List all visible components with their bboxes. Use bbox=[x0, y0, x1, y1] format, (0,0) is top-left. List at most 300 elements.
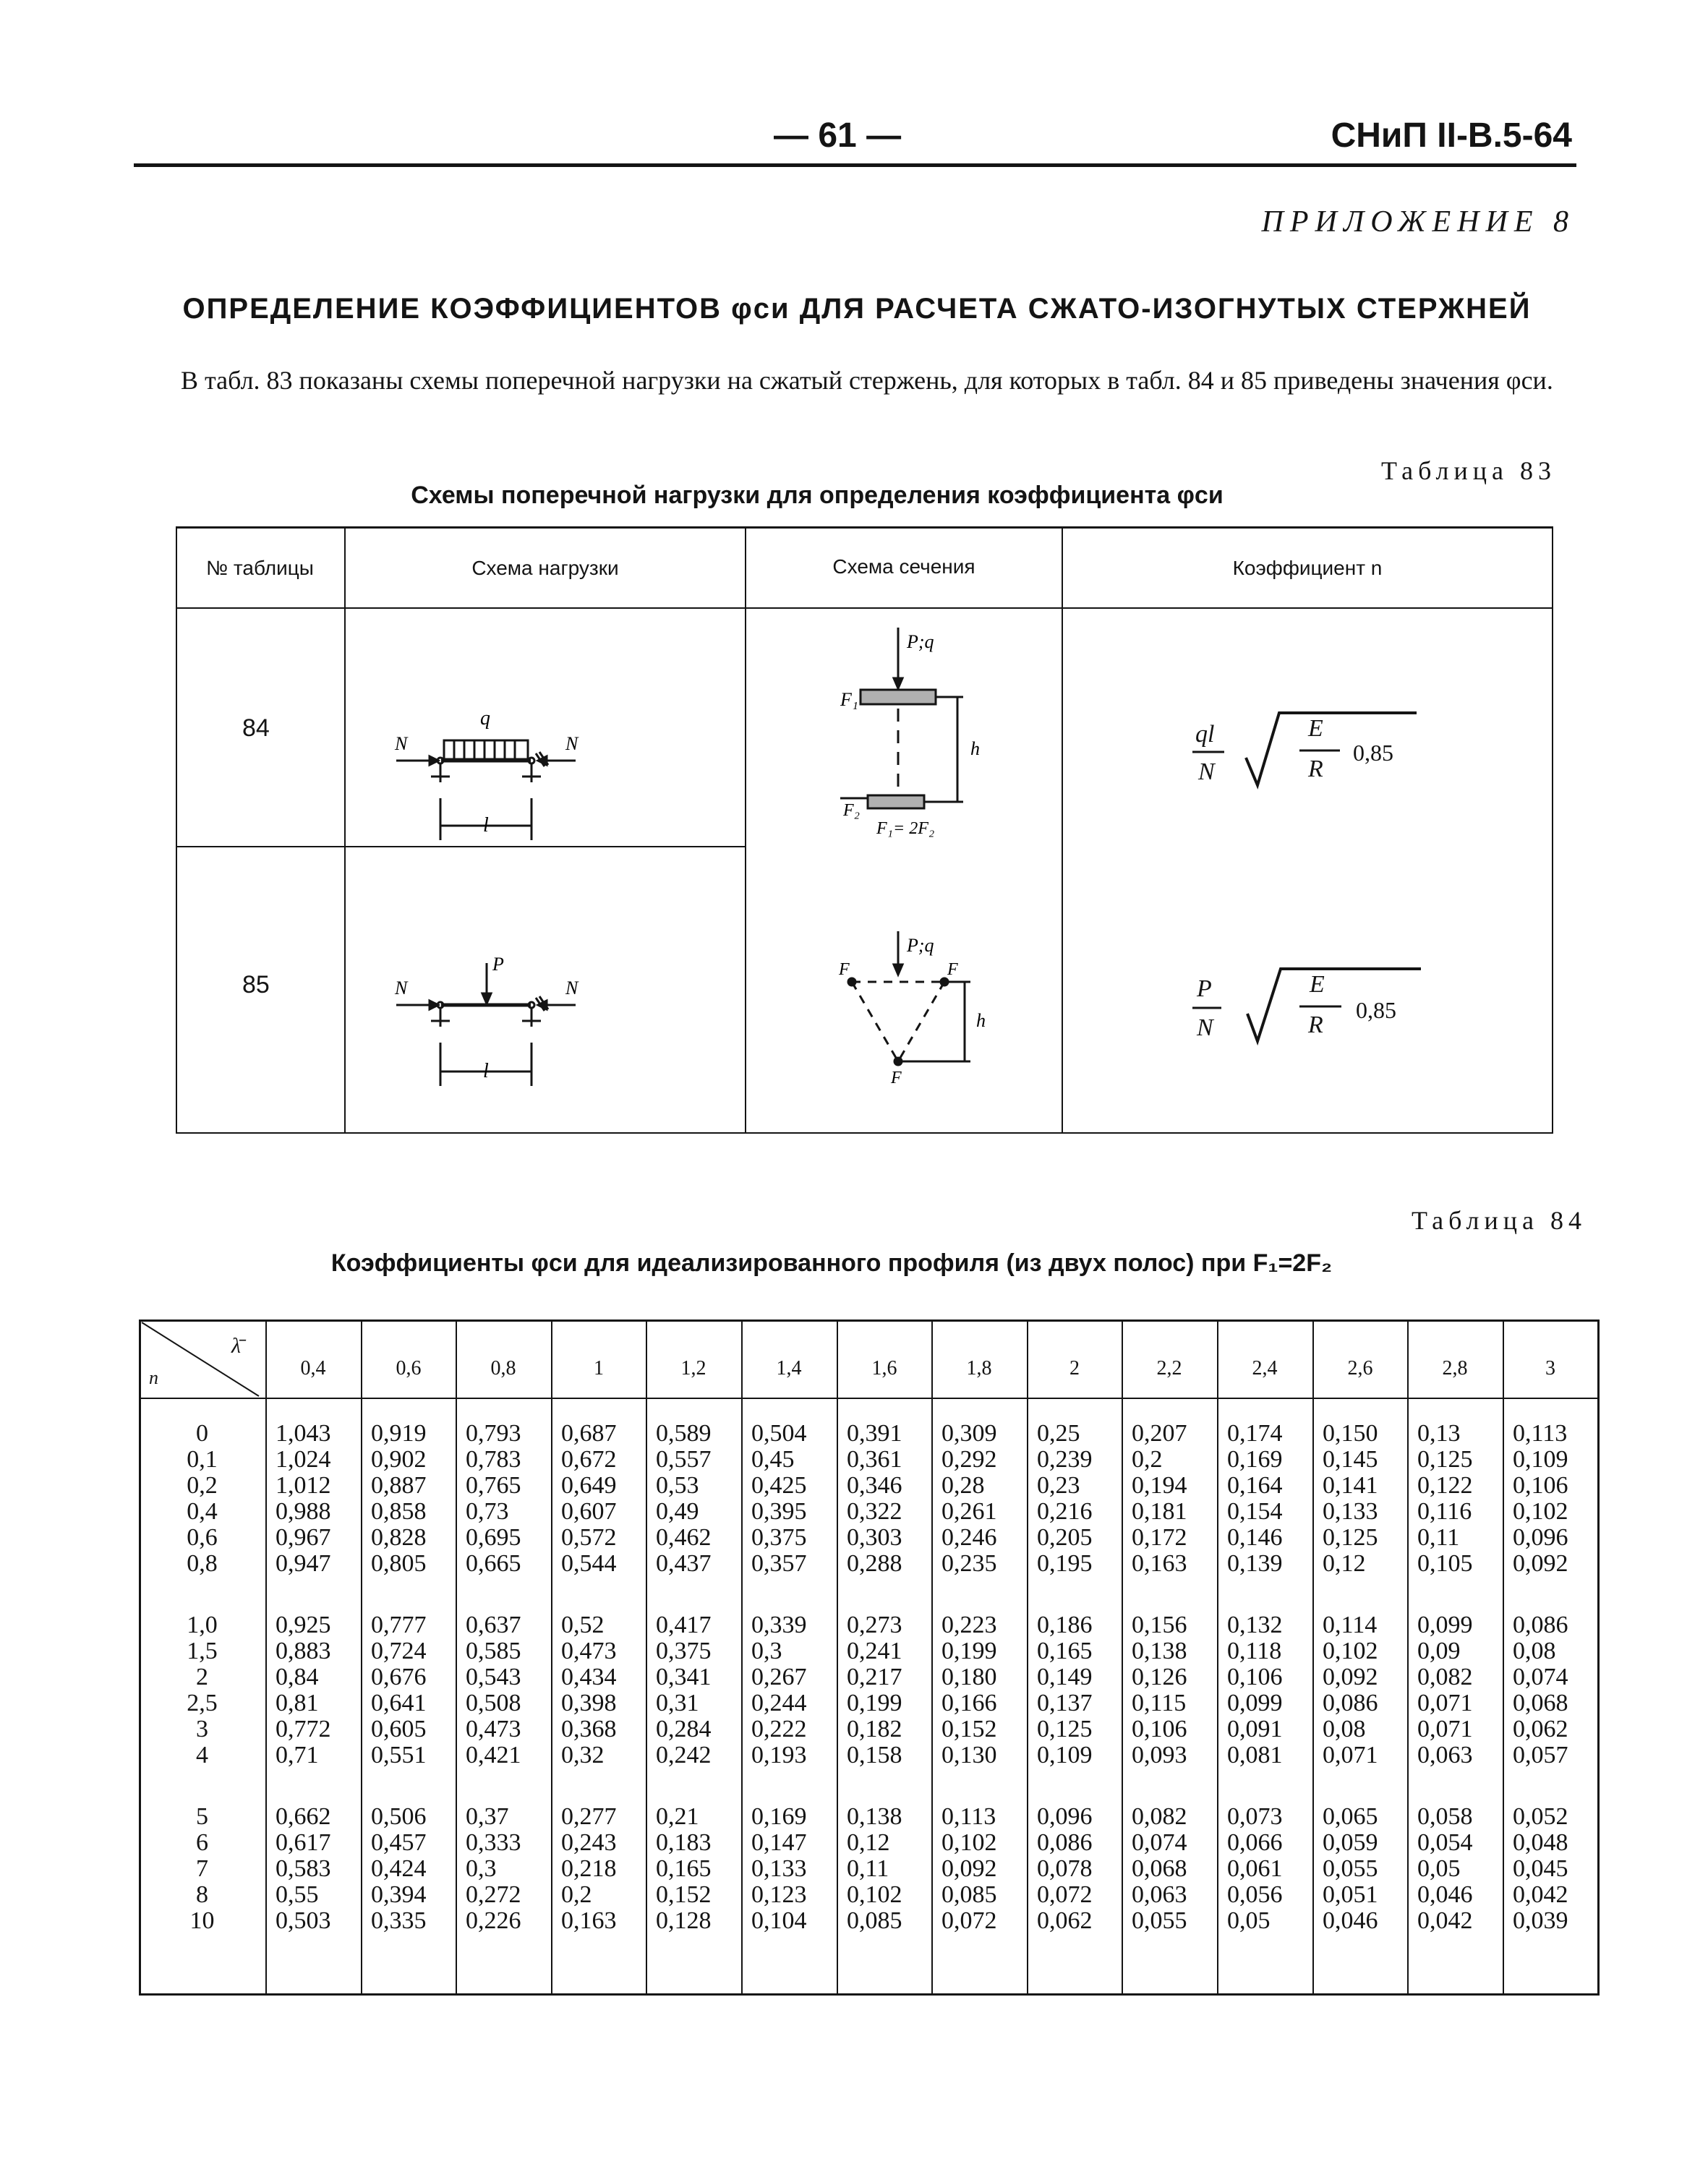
table-84-cell: 0,118 bbox=[1227, 1638, 1282, 1664]
table-84-cell: 0,583 bbox=[276, 1855, 331, 1882]
table-84-cell: 0,805 bbox=[371, 1550, 427, 1577]
table-84-cell: 0,457 bbox=[371, 1829, 427, 1856]
table-84-cell: 0,473 bbox=[561, 1638, 617, 1664]
table-84-cell: 0,05 bbox=[1417, 1855, 1461, 1882]
table-84-cell: 0,49 bbox=[656, 1498, 699, 1525]
table-84-corner-lambda: λ̄ bbox=[231, 1334, 241, 1358]
table-84-cell: 0,462 bbox=[656, 1524, 712, 1551]
table-83-bottom-rule bbox=[176, 1132, 1553, 1134]
table-84-cell: 0,158 bbox=[847, 1742, 902, 1768]
table-84-cell: 0,138 bbox=[847, 1803, 902, 1830]
table-84-cell: 0,504 bbox=[751, 1420, 807, 1447]
formula-85-numerator: P bbox=[1197, 975, 1212, 1002]
section-scheme-85-diagram bbox=[746, 931, 1062, 1126]
table-84-cell: 0,216 bbox=[1037, 1498, 1093, 1525]
table-84-cell: 0,057 bbox=[1513, 1742, 1568, 1768]
section-scheme-84-diagram bbox=[746, 628, 1062, 844]
table-84-row-label: 3 bbox=[196, 1716, 208, 1742]
table-84-cell: 0,988 bbox=[276, 1498, 331, 1525]
table-84-cell: 0,128 bbox=[656, 1907, 712, 1934]
table-84-cell: 0,126 bbox=[1132, 1664, 1187, 1690]
table-84-col-header: 2 bbox=[1069, 1357, 1080, 1380]
label-h: h bbox=[976, 1010, 986, 1031]
table-84-cell: 0,12 bbox=[1323, 1550, 1366, 1577]
table-84-cell: 0,793 bbox=[466, 1420, 521, 1447]
table-84-cell: 0,333 bbox=[466, 1829, 521, 1856]
table-84-cell: 0,223 bbox=[941, 1612, 997, 1638]
table-84-col-header: 3 bbox=[1545, 1357, 1555, 1380]
table-84-cell: 0,163 bbox=[1132, 1550, 1187, 1577]
table-84-cell: 0,096 bbox=[1513, 1524, 1568, 1551]
table-84-cell: 0,589 bbox=[656, 1420, 712, 1447]
formula-85 bbox=[1188, 960, 1492, 1054]
table-84-col-header: 2,6 bbox=[1347, 1357, 1373, 1380]
table-84-cell: 0,218 bbox=[561, 1855, 617, 1882]
table-84-cell: 0,887 bbox=[371, 1472, 427, 1499]
table-84-cell: 0,106 bbox=[1132, 1716, 1187, 1742]
table-84-row-label: 0,4 bbox=[187, 1498, 218, 1525]
label-F2: F₂ bbox=[843, 801, 861, 820]
table-83-header-section: Схема сечения bbox=[832, 555, 975, 578]
table-83-left-rule bbox=[176, 526, 177, 1134]
table-84-cell: 0,074 bbox=[1132, 1829, 1187, 1856]
table-84-col-header: 1,8 bbox=[966, 1357, 992, 1380]
intro-paragraph: В табл. 83 показаны схемы поперечной нагрузки на сжатый стержень, для которых в табл. 84 и 85 приведены значения φси. bbox=[181, 366, 1553, 395]
table-84-col-rule bbox=[361, 1320, 362, 1996]
table-84-cell: 0,434 bbox=[561, 1664, 617, 1690]
table-84-cell: 0,335 bbox=[371, 1907, 427, 1934]
table-84-cell: 0,146 bbox=[1227, 1524, 1283, 1551]
table-84-cell: 0,05 bbox=[1227, 1907, 1271, 1934]
table-84-cell: 0,056 bbox=[1227, 1881, 1283, 1908]
formula-84-factor: 0,85 bbox=[1353, 740, 1393, 766]
table-84-col-header: 2,8 bbox=[1442, 1357, 1468, 1380]
table-84-cell: 0,093 bbox=[1132, 1742, 1187, 1768]
table-84-cell: 0,071 bbox=[1417, 1690, 1473, 1716]
table-84-cell: 0,662 bbox=[276, 1803, 331, 1830]
table-84-col-rule bbox=[1312, 1320, 1314, 1996]
table-84-cell: 0,2 bbox=[1132, 1446, 1163, 1473]
table-84-cell: 0,52 bbox=[561, 1612, 605, 1638]
table-84-cell: 0,149 bbox=[1037, 1664, 1093, 1690]
table-84-col-rule bbox=[1217, 1320, 1218, 1996]
table-84-cell: 0,617 bbox=[276, 1829, 331, 1856]
table-84-cell: 0,085 bbox=[941, 1881, 997, 1908]
table-84-cell: 0,113 bbox=[1513, 1420, 1568, 1447]
table-84-cell: 0,641 bbox=[371, 1690, 427, 1716]
table-84-cell: 0,292 bbox=[941, 1446, 997, 1473]
formula-85-root-denominator: R bbox=[1308, 1011, 1323, 1038]
table-84-cell: 0,81 bbox=[276, 1690, 319, 1716]
table-84-cell: 0,082 bbox=[1132, 1803, 1187, 1830]
table-84-row-label: 0 bbox=[196, 1420, 208, 1447]
table-84-cell: 0,068 bbox=[1132, 1855, 1187, 1882]
table-84-cell: 0,243 bbox=[561, 1829, 617, 1856]
table-84-cell: 0,424 bbox=[371, 1855, 427, 1882]
table-83-row-85-number: 85 bbox=[242, 971, 270, 998]
table-84-cell: 0,605 bbox=[371, 1716, 427, 1742]
table-84-row-label: 1,5 bbox=[187, 1638, 218, 1664]
table-84-caption: Коэффициенты φси для идеализированного профиля (из двух полос) при F₁=2F₂ bbox=[330, 1249, 1333, 1277]
table-84-cell: 0,346 bbox=[847, 1472, 902, 1499]
table-84-cell: 0,102 bbox=[847, 1881, 902, 1908]
table-84-cell: 0,169 bbox=[751, 1803, 807, 1830]
table-84-cell: 0,503 bbox=[276, 1907, 331, 1934]
table-84-cell: 0,557 bbox=[656, 1446, 712, 1473]
table-84-cell: 0,174 bbox=[1227, 1420, 1283, 1447]
table-84-cell: 0,166 bbox=[941, 1690, 997, 1716]
table-84-cell: 0,139 bbox=[1227, 1550, 1283, 1577]
table-84-cell: 0,062 bbox=[1513, 1716, 1568, 1742]
table-83-header-number: № таблицы bbox=[206, 557, 314, 579]
table-84-cell: 0,544 bbox=[561, 1550, 617, 1577]
table-84-cell: 0,244 bbox=[751, 1690, 807, 1716]
table-84-cell: 0,046 bbox=[1323, 1907, 1378, 1934]
table-84-cell: 0,288 bbox=[847, 1550, 902, 1577]
table-84-cell: 0,116 bbox=[1417, 1498, 1472, 1525]
table-84-cell: 0,071 bbox=[1417, 1716, 1473, 1742]
table-84-cell: 0,051 bbox=[1323, 1881, 1378, 1908]
table-84-row-label: 0,6 bbox=[187, 1524, 218, 1551]
table-84-cell: 1,012 bbox=[276, 1472, 331, 1499]
table-84-cell: 0,207 bbox=[1132, 1420, 1187, 1447]
table-84-cell: 0,368 bbox=[561, 1716, 617, 1742]
table-84-cell: 0,267 bbox=[751, 1664, 807, 1690]
table-84-cell: 0,71 bbox=[276, 1742, 319, 1768]
table-84-cell: 0,132 bbox=[1227, 1612, 1283, 1638]
table-84-cell: 0,154 bbox=[1227, 1498, 1283, 1525]
table-84-bottom-rule bbox=[139, 1993, 1600, 1996]
table-84-cell: 0,055 bbox=[1132, 1907, 1187, 1934]
table-84-cell: 0,058 bbox=[1417, 1803, 1473, 1830]
formula-84-root-denominator: R bbox=[1308, 756, 1323, 782]
table-84-cell: 0,042 bbox=[1513, 1881, 1568, 1908]
table-84-cell: 0,045 bbox=[1513, 1855, 1568, 1882]
table-84-row-label: 1,0 bbox=[187, 1612, 218, 1638]
table-84-cell: 0,092 bbox=[941, 1855, 997, 1882]
table-84-cell: 0,84 bbox=[276, 1664, 319, 1690]
table-84-cell: 1,043 bbox=[276, 1420, 331, 1447]
table-84-cell: 0,156 bbox=[1132, 1612, 1187, 1638]
table-84-cell: 0,073 bbox=[1227, 1803, 1283, 1830]
table-84-cell: 0,072 bbox=[941, 1907, 997, 1934]
table-84-cell: 0,152 bbox=[656, 1881, 712, 1908]
table-84-cell: 0,102 bbox=[1513, 1498, 1568, 1525]
table-84-cell: 0,53 bbox=[656, 1472, 699, 1499]
table-83-col-rule bbox=[1062, 526, 1063, 1134]
table-83-label: Таблица 83 bbox=[1381, 456, 1556, 485]
table-84-col-header: 0,8 bbox=[490, 1357, 516, 1380]
table-84-cell: 0,152 bbox=[941, 1716, 997, 1742]
table-84-cell: 0,165 bbox=[656, 1855, 712, 1882]
table-84-cell: 0,052 bbox=[1513, 1803, 1568, 1830]
table-84-cell: 0,261 bbox=[941, 1498, 997, 1525]
label-F: F bbox=[947, 960, 958, 979]
table-84-cell: 0,3 bbox=[466, 1855, 497, 1882]
table-84-cell: 0,394 bbox=[371, 1881, 427, 1908]
table-84-cell: 0,066 bbox=[1227, 1829, 1283, 1856]
table-84-cell: 0,506 bbox=[371, 1803, 427, 1830]
table-84-cell: 0,130 bbox=[941, 1742, 997, 1768]
table-84-cell: 0,08 bbox=[1513, 1638, 1556, 1664]
table-84-row-label: 10 bbox=[189, 1907, 215, 1934]
table-84-cell: 0,284 bbox=[656, 1716, 712, 1742]
table-84-col-header: 0,6 bbox=[396, 1357, 422, 1380]
table-84-row-label: 2 bbox=[196, 1664, 208, 1690]
table-84-cell: 0,042 bbox=[1417, 1907, 1473, 1934]
table-84-cell: 0,585 bbox=[466, 1638, 521, 1664]
table-84-cell: 0,086 bbox=[1323, 1690, 1378, 1716]
label-Pq: P;q bbox=[907, 631, 934, 652]
label-N: N bbox=[395, 978, 408, 998]
table-84-cell: 0,125 bbox=[1323, 1524, 1378, 1551]
table-84-cell: 0,341 bbox=[656, 1664, 712, 1690]
table-84-cell: 0,063 bbox=[1417, 1742, 1473, 1768]
table-84-cell: 0,11 bbox=[847, 1855, 889, 1882]
table-84-cell: 0,73 bbox=[466, 1498, 509, 1525]
load-scheme-85-diagram bbox=[346, 847, 745, 1132]
table-84-cell: 0,147 bbox=[751, 1829, 807, 1856]
table-84-cell: 0,883 bbox=[276, 1638, 331, 1664]
table-84-cell: 0,099 bbox=[1417, 1612, 1473, 1638]
label-l: l bbox=[483, 1060, 489, 1082]
table-84-cell: 0,919 bbox=[371, 1420, 427, 1447]
table-84-cell: 0,194 bbox=[1132, 1472, 1187, 1499]
table-84-cell: 0,239 bbox=[1037, 1446, 1093, 1473]
table-84-cell: 0,543 bbox=[466, 1664, 521, 1690]
table-84-cell: 0,071 bbox=[1323, 1742, 1378, 1768]
table-84-col-rule bbox=[741, 1320, 743, 1996]
table-84-cell: 0,395 bbox=[751, 1498, 807, 1525]
table-84-cell: 0,695 bbox=[466, 1524, 521, 1551]
label-F: F bbox=[839, 960, 850, 979]
table-83-header-coefficient: Коэффициент n bbox=[1232, 557, 1383, 579]
table-84-cell: 0,078 bbox=[1037, 1855, 1093, 1882]
table-84-cell: 0,09 bbox=[1417, 1638, 1461, 1664]
table-84-cell: 0,437 bbox=[656, 1550, 712, 1577]
table-84-col-header: 2,4 bbox=[1252, 1357, 1278, 1380]
table-84-cell: 0,25 bbox=[1037, 1420, 1080, 1447]
table-83-row-84-number: 84 bbox=[242, 714, 270, 742]
table-84-cell: 0,783 bbox=[466, 1446, 521, 1473]
table-84-col-header: 1,4 bbox=[776, 1357, 802, 1380]
table-84-cell: 0,273 bbox=[847, 1612, 902, 1638]
table-84-cell: 0,242 bbox=[656, 1742, 712, 1768]
label-l: l bbox=[483, 814, 489, 837]
table-84-col-rule bbox=[1027, 1320, 1028, 1996]
table-84-col-rule bbox=[1407, 1320, 1409, 1996]
table-84-cell: 0,113 bbox=[941, 1803, 996, 1830]
table-84-cell: 0,421 bbox=[466, 1742, 521, 1768]
table-84-cell: 0,082 bbox=[1417, 1664, 1473, 1690]
table-84-cell: 0,551 bbox=[371, 1742, 427, 1768]
formula-85-root-numerator: E bbox=[1310, 971, 1325, 998]
table-84-cell: 0,125 bbox=[1037, 1716, 1093, 1742]
table-84-cell: 0,858 bbox=[371, 1498, 427, 1525]
table-84-cell: 0,085 bbox=[847, 1907, 902, 1934]
table-84-row-label: 7 bbox=[196, 1855, 208, 1882]
table-84-cell: 0,105 bbox=[1417, 1550, 1473, 1577]
table-84-cell: 0,054 bbox=[1417, 1829, 1473, 1856]
table-84 bbox=[139, 1320, 1600, 1996]
label-Pq: P;q bbox=[907, 935, 934, 956]
formula-84-numerator: ql bbox=[1195, 721, 1215, 748]
section-title: ОПРЕДЕЛЕНИЕ КОЭФФИЦИЕНТОВ φси ДЛЯ РАСЧЕТА СЖАТО-ИЗОГНУТЫХ СТЕРЖНЕЙ bbox=[182, 293, 1532, 325]
table-84-row-label: 2,5 bbox=[187, 1690, 218, 1716]
table-84-col-rule bbox=[1503, 1320, 1504, 1996]
table-84-cell: 0,361 bbox=[847, 1446, 902, 1473]
table-84-cell: 0,065 bbox=[1323, 1803, 1378, 1830]
table-84-cell: 0,246 bbox=[941, 1524, 997, 1551]
table-84-cell: 0,425 bbox=[751, 1472, 807, 1499]
table-84-cell: 0,099 bbox=[1227, 1690, 1283, 1716]
table-84-cell: 0,11 bbox=[1417, 1524, 1460, 1551]
table-84-cell: 0,3 bbox=[751, 1638, 782, 1664]
table-84-cell: 0,138 bbox=[1132, 1638, 1187, 1664]
table-84-col-rule bbox=[837, 1320, 838, 1996]
table-84-cell: 0,125 bbox=[1417, 1446, 1473, 1473]
label-N: N bbox=[395, 733, 408, 754]
table-84-cell: 0,193 bbox=[751, 1742, 807, 1768]
table-84-cell: 0,086 bbox=[1513, 1612, 1568, 1638]
table-83-right-rule bbox=[1552, 526, 1553, 1134]
table-84-cell: 0,322 bbox=[847, 1498, 902, 1525]
table-84-cell: 0,059 bbox=[1323, 1829, 1378, 1856]
table-84-cell: 0,086 bbox=[1037, 1829, 1093, 1856]
table-84-cell: 0,398 bbox=[561, 1690, 617, 1716]
table-84-cell: 0,828 bbox=[371, 1524, 427, 1551]
table-84-cell: 0,137 bbox=[1037, 1690, 1093, 1716]
table-84-cell: 0,081 bbox=[1227, 1742, 1283, 1768]
table-84-cell: 0,205 bbox=[1037, 1524, 1093, 1551]
table-84-cell: 0,676 bbox=[371, 1664, 427, 1690]
table-84-col-header: 0,4 bbox=[300, 1357, 326, 1380]
label-h: h bbox=[970, 738, 980, 759]
table-84-cell: 0,375 bbox=[656, 1638, 712, 1664]
table-84-top-rule bbox=[139, 1320, 1600, 1322]
table-84-cell: 0,096 bbox=[1037, 1803, 1093, 1830]
table-84-cell: 0,235 bbox=[941, 1550, 997, 1577]
table-84-cell: 0,967 bbox=[276, 1524, 331, 1551]
table-84-cell: 0,061 bbox=[1227, 1855, 1283, 1882]
table-84-row-label: 8 bbox=[196, 1881, 208, 1908]
table-83-caption: Схемы поперечной нагрузки для определения коэффициента φси bbox=[411, 482, 1224, 509]
table-84-cell: 0,133 bbox=[1323, 1498, 1378, 1525]
table-84-cell: 0,777 bbox=[371, 1612, 427, 1638]
table-84-cell: 0,687 bbox=[561, 1420, 617, 1447]
table-84-cell: 0,902 bbox=[371, 1446, 427, 1473]
table-84-cell: 0,046 bbox=[1417, 1881, 1473, 1908]
table-84-corner-n: n bbox=[149, 1367, 158, 1388]
table-84-cell: 0,062 bbox=[1037, 1907, 1093, 1934]
label-F1-eq: F₁= 2F₂ bbox=[876, 819, 935, 838]
table-84-col-rule bbox=[456, 1320, 457, 1996]
table-84-cell: 0,183 bbox=[656, 1829, 712, 1856]
table-84-cell: 0,309 bbox=[941, 1420, 997, 1447]
table-84-cell: 0,199 bbox=[941, 1638, 997, 1664]
table-84-cell: 0,375 bbox=[751, 1524, 807, 1551]
table-84-row-label: 4 bbox=[196, 1742, 208, 1768]
table-84-cell: 0,102 bbox=[1323, 1638, 1378, 1664]
table-84-cell: 0,23 bbox=[1037, 1472, 1080, 1499]
table-84-cell: 0,106 bbox=[1513, 1472, 1568, 1499]
table-84-cell: 0,303 bbox=[847, 1524, 902, 1551]
document-reference: СНиП II-В.5-64 bbox=[1331, 116, 1572, 155]
table-84-row-label: 6 bbox=[196, 1829, 208, 1856]
label-F1: F₁ bbox=[840, 689, 858, 710]
table-84-cell: 0,106 bbox=[1227, 1664, 1283, 1690]
table-84-cell: 0,672 bbox=[561, 1446, 617, 1473]
table-84-right-rule bbox=[1597, 1320, 1600, 1996]
table-84-cell: 0,104 bbox=[751, 1907, 807, 1934]
label-N: N bbox=[565, 733, 578, 754]
table-84-col-header: 1,2 bbox=[680, 1357, 706, 1380]
formula-84 bbox=[1188, 707, 1492, 794]
table-84-cell: 0,765 bbox=[466, 1472, 521, 1499]
formula-85-factor: 0,85 bbox=[1356, 997, 1396, 1023]
table-84-cell: 0,133 bbox=[751, 1855, 807, 1882]
table-83-top-rule bbox=[176, 526, 1553, 529]
table-84-col-rule bbox=[931, 1320, 933, 1996]
table-84-cell: 0,092 bbox=[1513, 1550, 1568, 1577]
table-84-cell: 0,115 bbox=[1132, 1690, 1187, 1716]
page-number: — 61 — bbox=[774, 116, 902, 155]
table-84-cell: 0,092 bbox=[1323, 1664, 1378, 1690]
table-84-header-rule bbox=[139, 1398, 1600, 1399]
table-84-cell: 0,169 bbox=[1227, 1446, 1283, 1473]
table-84-cell: 0,102 bbox=[941, 1829, 997, 1856]
table-84-cell: 0,339 bbox=[751, 1612, 807, 1638]
table-84-cell: 0,048 bbox=[1513, 1829, 1568, 1856]
table-84-cell: 0,122 bbox=[1417, 1472, 1473, 1499]
table-84-row-label: 0,2 bbox=[187, 1472, 218, 1499]
table-84-cell: 0,039 bbox=[1513, 1907, 1568, 1934]
table-84-cell: 0,180 bbox=[941, 1664, 997, 1690]
table-84-row-label: 0,1 bbox=[187, 1446, 218, 1473]
table-84-cell: 0,21 bbox=[656, 1803, 699, 1830]
appendix-label: ПРИЛОЖЕНИЕ 8 bbox=[1261, 205, 1575, 239]
table-84-cell: 0,186 bbox=[1037, 1612, 1093, 1638]
formula-85-denominator: N bbox=[1197, 1014, 1213, 1041]
table-84-cell: 1,024 bbox=[276, 1446, 331, 1473]
table-84-cell: 0,31 bbox=[656, 1690, 699, 1716]
table-84-cell: 0,109 bbox=[1037, 1742, 1093, 1768]
table-84-col-header: 2,2 bbox=[1156, 1357, 1182, 1380]
table-84-cell: 0,172 bbox=[1132, 1524, 1187, 1551]
table-84-cell: 0,357 bbox=[751, 1550, 807, 1577]
table-84-cell: 0,063 bbox=[1132, 1881, 1187, 1908]
table-84-cell: 0,37 bbox=[466, 1803, 509, 1830]
table-84-cell: 0,391 bbox=[847, 1420, 902, 1447]
table-84-cell: 0,724 bbox=[371, 1638, 427, 1664]
table-84-cell: 0,473 bbox=[466, 1716, 521, 1742]
table-84-col-rule bbox=[646, 1320, 647, 1996]
table-84-cell: 0,55 bbox=[276, 1881, 319, 1908]
table-84-cell: 0,123 bbox=[751, 1881, 807, 1908]
table-84-cell: 0,109 bbox=[1513, 1446, 1568, 1473]
table-84-cell: 0,217 bbox=[847, 1664, 902, 1690]
table-84-cell: 0,150 bbox=[1323, 1420, 1378, 1447]
table-84-label: Таблица 84 bbox=[1412, 1206, 1587, 1235]
table-84-col-rule bbox=[1122, 1320, 1123, 1996]
formula-84-root-numerator: E bbox=[1308, 715, 1323, 742]
table-84-cell: 0,199 bbox=[847, 1690, 902, 1716]
table-84-cell: 0,163 bbox=[561, 1907, 617, 1934]
table-84-cell: 0,055 bbox=[1323, 1855, 1378, 1882]
table-84-cell: 0,072 bbox=[1037, 1881, 1093, 1908]
table-84-col-rule bbox=[265, 1320, 267, 1996]
label-F: F bbox=[891, 1069, 902, 1087]
